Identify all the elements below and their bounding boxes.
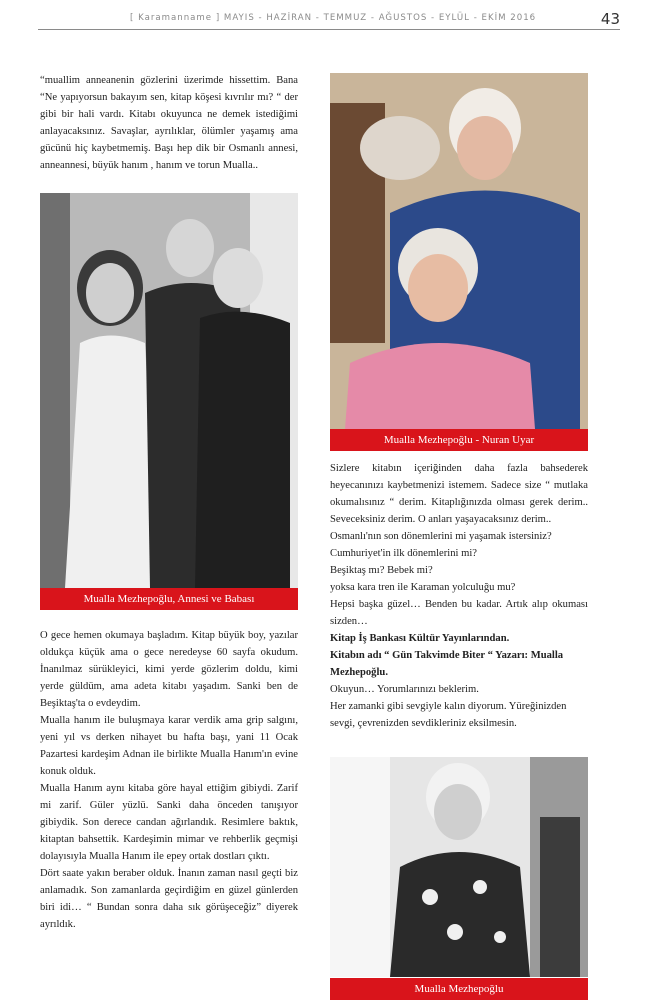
article-left-top — [40, 72, 298, 174]
magazine-issue-title: [ Karamanname ] MAYIS - HAZİRAN - TEMMUZ - AĞUSTOS - EYLÜL - EKİM 2016 — [130, 13, 537, 23]
mualla-nuran-caption: Mualla Mezhepoğlu - Nuran Uyar — [330, 429, 588, 451]
paragraph: Her zamanki gibi sevgiyle kalın diyorum. Yüreğinizden sevgi, çevrenizden sevdikleriniz eksilmesin. — [330, 701, 567, 729]
mualla-portrait-caption: Mualla Mezhepoğlu — [330, 978, 588, 1000]
family-photo-caption: Mualla Mezhepoğlu, Annesi ve Babası — [40, 588, 298, 610]
line: Okuyun… Yorumlarınızı beklerim. — [330, 684, 479, 695]
paragraph: Mualla Hanım aynı kitaba göre hayal ettiğim gibiydi. Zarif mi zarif. Güler yüzlü. Sanki daha önceden tanışıyor gibiydik. Son derece candan ağırlandık. Resimlere baktık, kitaptan bahsettik. Kardeşimin mimar ve rehberlik geçmişi dolayısıyla Mualla Hanım ile epey ortak dostları çıktı. — [40, 783, 298, 862]
book-title-line: Kitabın adı “ Gün Takvimde Biter “ Yazarı: Mualla Mezhepoğlu. — [330, 650, 564, 678]
article-left-bottom — [40, 627, 298, 933]
paragraph: Hepsi başka güzel… Benden bu kadar. Artık alıp okuması sizden… — [330, 599, 588, 627]
article-right — [330, 460, 588, 732]
page-number: 43 — [600, 10, 620, 28]
paragraph: Dört saate yakın beraber olduk. İnanın zaman nasıl geçti biz anlamadık. Son zamanlarda geçirdiğim en güzel günlerden biri idi… “ Bundan sonra daha sık görüşeceğiz” diyerek ayrıldık. — [40, 868, 298, 930]
page-header — [38, 10, 620, 28]
line: Beşiktaş mı? Bebek mi? — [330, 565, 433, 576]
line: yoksa kara tren ile Karaman yolculuğu mu? — [330, 582, 516, 593]
paragraph: Mualla hanım ile buluşmaya karar verdik ama grip salgını, yeni yıl vs derken nihayet bu hafta başı, yani 11 Ocak Pazartesi kardeşim Adnan ile birlikte Mualla Hanım'ın evine konuk olduk. — [40, 715, 298, 777]
line: Osmanlı'nın son dönemlerini mi yaşamak istersiniz? — [330, 531, 552, 542]
mualla-nuran-photo — [330, 73, 588, 429]
publisher-line: Kitap İş Bankası Kültür Yayınlarından. — [330, 633, 510, 644]
family-photo — [40, 193, 298, 588]
line: Cumhuriyet'in ilk dönemlerini mi? — [330, 548, 477, 559]
paragraph: O gece hemen okumaya başladım. Kitap büyük boy, yazılar oldukça küçük ama o gece neredeyse 60 sayfa okudum. İnanılmaz sürükleyici, kimi yerde gözlerim doldu, kimi yerde güldüm, ama adeta kitabı yaşadım. Sanki ben de Beşiktaş'ta o evdeydim. — [40, 630, 298, 709]
paragraph: “muallim anneanenin gözlerini üzerimde hissettim. Bana “Ne yapıyorsun bakayım sen, kitap köşesi kıvrılır mı? “ der gibi bir hali vardı. Kitabı okuyunca ne demek istediğimi anlayacaksınız. Savaşlar, ayrılıklar, ölümler yaşamış ama gücünü hiç kaybetmemiş. Başı hep dik bir Osmanlı annesi, anneannesi, büyük hanım , hanım ve torun Mualla.. — [40, 75, 298, 171]
paragraph: Sizlere kitabın içeriğinden daha fazla bahsederek heyecanınızı kaybetmenizi istemem. Sadece size “ mutlaka okumalısınız “ derim. Kitaplığınızda olması gerek derim.. Seveceksiniz derim. O anları yaşayacaksınız derim.. — [330, 463, 588, 525]
header-divider — [38, 29, 620, 30]
mualla-portrait-photo — [330, 757, 588, 977]
